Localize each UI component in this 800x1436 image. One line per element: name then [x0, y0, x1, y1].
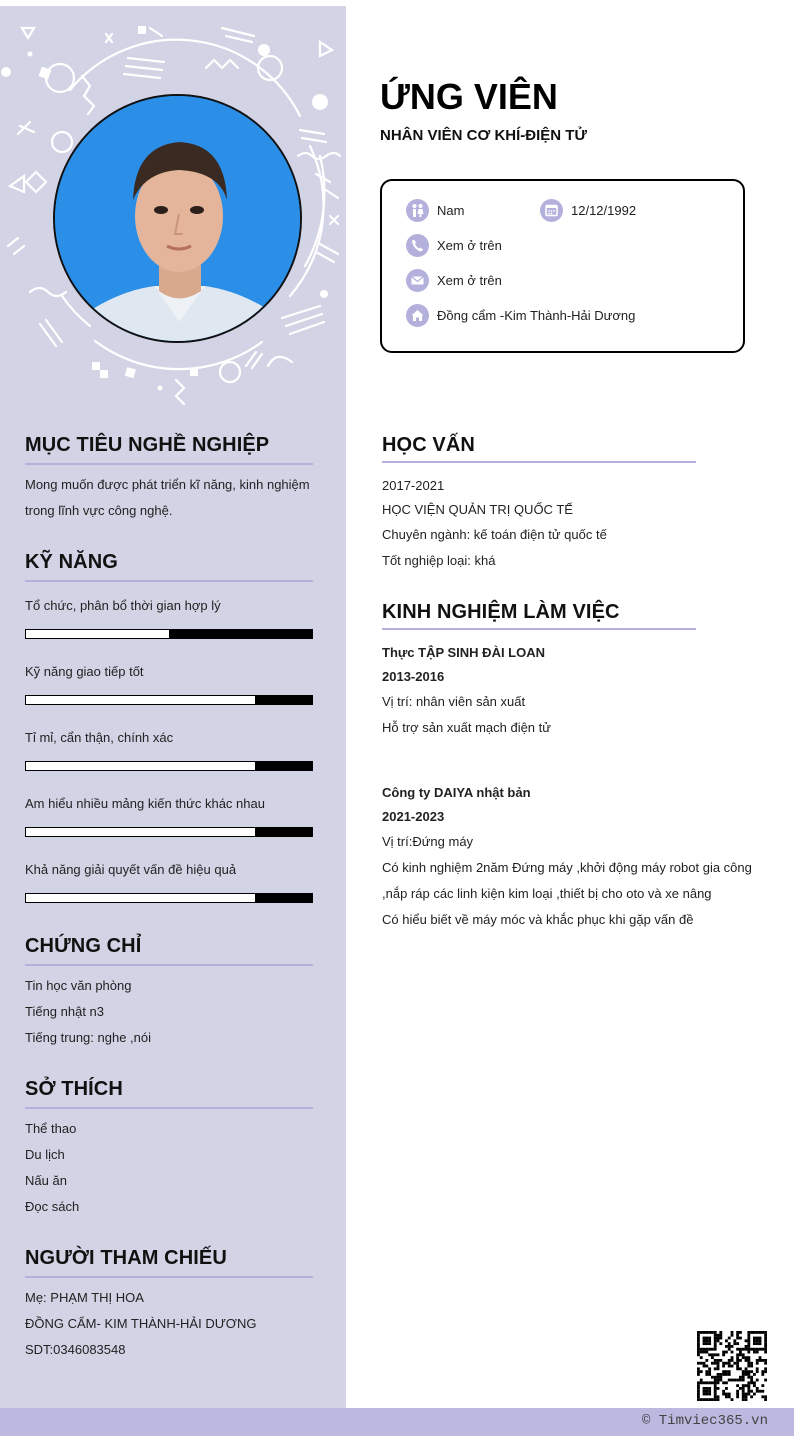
job-line: ,nắp ráp các linh kiện kim loại ,thiết bị cho oto và xe nâng — [382, 886, 712, 901]
certificate-item: Tiếng nhật n3 — [25, 1004, 105, 1019]
reference-item: ĐỒNG CẨM- KIM THÀNH-HẢI DƯƠNG — [25, 1316, 257, 1331]
reference-item: SDT:0346083548 — [25, 1342, 126, 1357]
job-line: Có hiểu biết về máy móc và khắc phục khi gặp vấn đề — [382, 912, 694, 927]
references-heading: NGƯỜI THAM CHIẾU — [25, 1247, 227, 1269]
birthday-value: 12/12/1992 — [571, 203, 637, 218]
skill-label: Am hiểu nhiều mảng kiến thức khác nhau — [25, 796, 265, 811]
certificates-heading: CHỨNG CHỈ — [25, 935, 142, 957]
education-line: Tốt nghiệp loại: khá — [382, 553, 496, 568]
calendar-icon — [540, 199, 563, 222]
footer-bar — [0, 1408, 794, 1436]
objective-divider — [25, 463, 313, 465]
education-line: Chuyên ngành: kế toán điện tử quốc tế — [382, 527, 607, 542]
skill-label: Tổ chức, phân bổ thời gian hợp lý — [25, 598, 221, 613]
objective-line: Mong muốn được phát triển kĩ năng, kinh nghiệm — [25, 477, 310, 492]
footer-credit: © Timviec365.vn — [641, 1413, 768, 1429]
certificates-divider — [25, 964, 313, 966]
skill-level-bar — [25, 629, 313, 639]
skill-level-fill — [26, 828, 255, 836]
job-company: Công ty DAIYA nhật bản — [382, 785, 531, 800]
job-line: Có kinh nghiệm 2năm Đứng máy ,khởi động máy robot gia công — [382, 860, 752, 875]
job-title: NHÂN VIÊN CƠ KHÍ-ĐIỆN TỬ — [380, 127, 587, 144]
skill-level-fill — [26, 762, 255, 770]
skill-level-fill — [26, 696, 255, 704]
job-period: 2013-2016 — [382, 669, 445, 684]
address-value: Đồng cẩm -Kim Thành-Hải Dương — [437, 308, 636, 323]
skill-level-fill — [26, 894, 255, 902]
education-line: HỌC VIỆN QUẢN TRỊ QUỐC TẾ — [382, 502, 573, 517]
skills-divider — [25, 580, 313, 582]
email-icon — [406, 269, 429, 292]
certificate-item: Tin học văn phòng — [25, 978, 132, 993]
hobbies-heading: SỞ THÍCH — [25, 1078, 123, 1100]
job-company: Thực TẬP SINH ĐÀI LOAN — [382, 645, 546, 660]
education-divider — [382, 461, 696, 463]
skill-level-fill — [26, 630, 169, 638]
experience-divider — [382, 628, 696, 630]
skill-level-bar — [25, 893, 313, 903]
education-line: 2017-2021 — [382, 478, 445, 493]
hobbies-divider — [25, 1107, 313, 1109]
phone-icon — [406, 234, 429, 257]
contact-info-box — [380, 179, 745, 353]
objective-line: trong lĩnh vực công nghệ. — [25, 503, 173, 518]
job-period: 2021-2023 — [382, 809, 445, 824]
skill-level-bar — [25, 761, 313, 771]
gender-value: Nam — [437, 203, 465, 218]
hobby-item: Nấu ăn — [25, 1173, 67, 1188]
reference-item: Mẹ: PHẠM THỊ HOA — [25, 1290, 144, 1305]
qr-code — [697, 1331, 767, 1401]
skill-label: Kỹ năng giao tiếp tốt — [25, 664, 144, 679]
job-line: Vị trí: nhân viên sản xuất — [382, 694, 526, 709]
objective-heading: MỤC TIÊU NGHỀ NGHIỆP — [25, 434, 270, 456]
references-divider — [25, 1276, 313, 1278]
hobby-item: Thể thao — [25, 1121, 77, 1136]
gender-icon — [406, 199, 429, 222]
hobby-item: Du lịch — [25, 1147, 65, 1162]
candidate-name: ỨNG VIÊN — [380, 76, 558, 117]
phone-value: Xem ở trên — [437, 238, 502, 253]
skills-heading: KỸ NĂNG — [25, 551, 118, 573]
experience-heading: KINH NGHIỆM LÀM VIỆC — [382, 601, 620, 623]
skill-label: Tỉ mỉ, cẩn thận, chính xác — [25, 730, 174, 745]
job-line: Hỗ trợ sản xuất mạch điện tử — [382, 720, 551, 735]
home-icon — [406, 304, 429, 327]
skill-level-bar — [25, 695, 313, 705]
education-heading: HỌC VẤN — [382, 434, 475, 456]
hobby-item: Đọc sách — [25, 1199, 80, 1214]
skill-level-bar — [25, 827, 313, 837]
skill-label: Khả năng giải quyết vấn đề hiệu quả — [25, 862, 237, 877]
job-line: Vị trí:Đứng máy — [382, 834, 474, 849]
profile-photo — [53, 94, 302, 343]
email-value: Xem ở trên — [437, 273, 502, 288]
certificate-item: Tiếng trung: nghe ,nói — [25, 1030, 151, 1045]
